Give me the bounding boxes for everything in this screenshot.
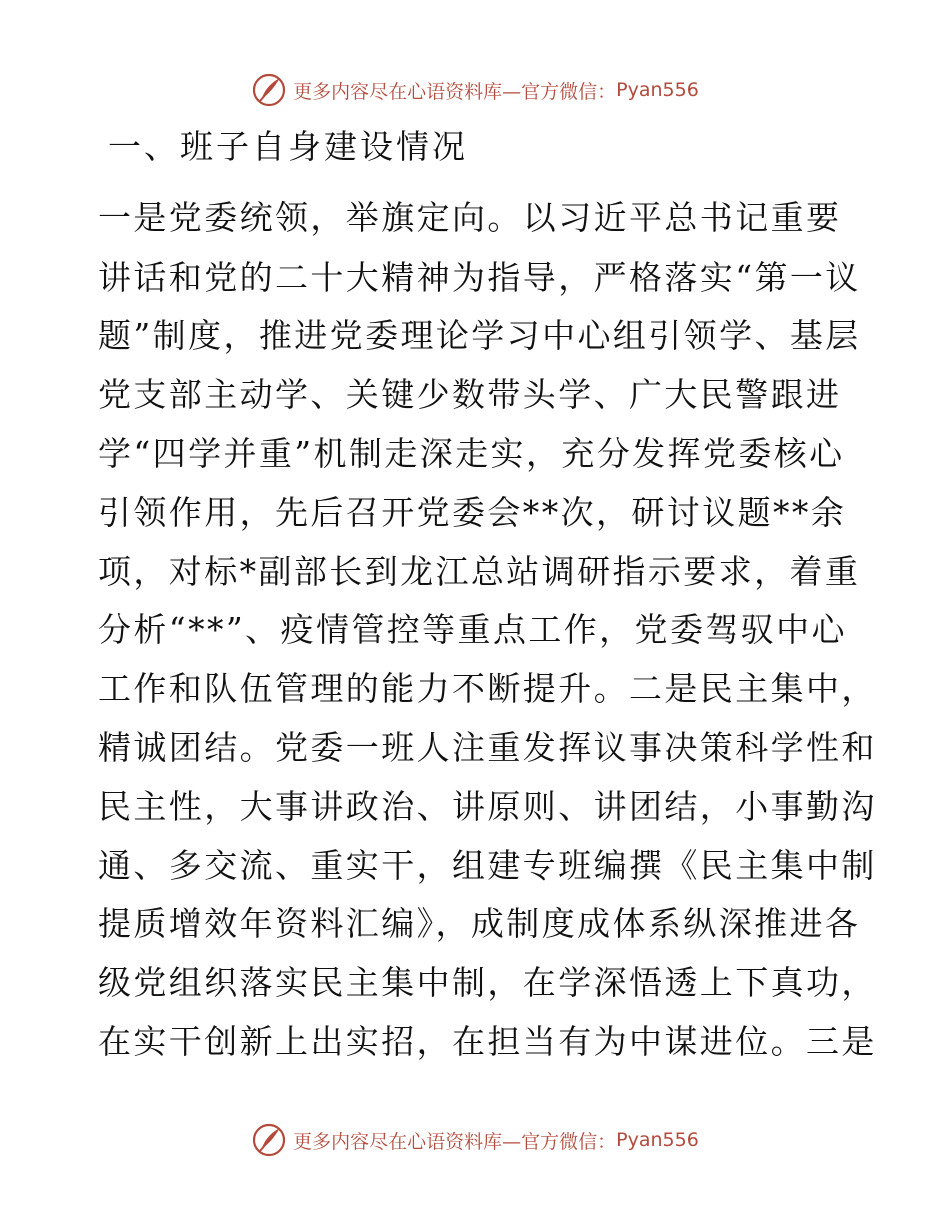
- body-line: 民主性，大事讲政治、讲原则、讲团结，小事勤沟: [98, 787, 877, 826]
- watermark-wechat-id: Pyan556: [616, 79, 699, 101]
- watermark-text: 更多内容尽在心语资料库—官方微信：: [293, 80, 617, 103]
- watermark-wechat-id: Pyan556: [616, 1129, 699, 1151]
- body-line: 讲话和党的二十大精神为指导，严格落实“第一议: [98, 258, 861, 297]
- body-line: 精诚团结。党委一班人注重发挥议事决策科学性和: [98, 728, 877, 767]
- feather-logo-icon: [251, 1122, 287, 1158]
- body-line: 分析“**”、疫情管控等重点工作，党委驾驭中心: [98, 610, 847, 649]
- footer-watermark: [0, 1120, 950, 1160]
- body-line: 项，对标*副部长到龙江总站调研指示要求，着重: [98, 552, 861, 591]
- body-line: 级党组织落实民主集中制，在学深悟透上下真功，: [98, 963, 877, 1002]
- body-line: 题”制度，推进党委理论学习中心组引领学、基层: [98, 316, 861, 355]
- body-line: 党支部主动学、关键少数带头学、广大民警跟进: [98, 375, 842, 414]
- body-line: 引领作用，先后召开党委会**次，研讨议题**余: [98, 493, 847, 532]
- body-line: 在实干创新上出实招，在担当有为中谋进位。三是: [98, 1022, 877, 1061]
- body-line: 一是党委统领，举旗定向。以习近平总书记重要: [98, 198, 842, 237]
- body-line: 工作和队伍管理的能力不断提升。二是民主集中，: [98, 669, 877, 708]
- body-line: 学“四学并重”机制走深走实，充分发挥党委核心: [98, 434, 845, 473]
- section-heading: 一、班子自身建设情况: [108, 127, 468, 166]
- watermark-text: 更多内容尽在心语资料库—官方微信：: [293, 1130, 617, 1153]
- body-line: 通、多交流、重实干，组建专班编撰《民主集中制: [98, 846, 877, 885]
- body-line: 提质增效年资料汇编》，成制度成体系纵深推进各: [98, 904, 861, 943]
